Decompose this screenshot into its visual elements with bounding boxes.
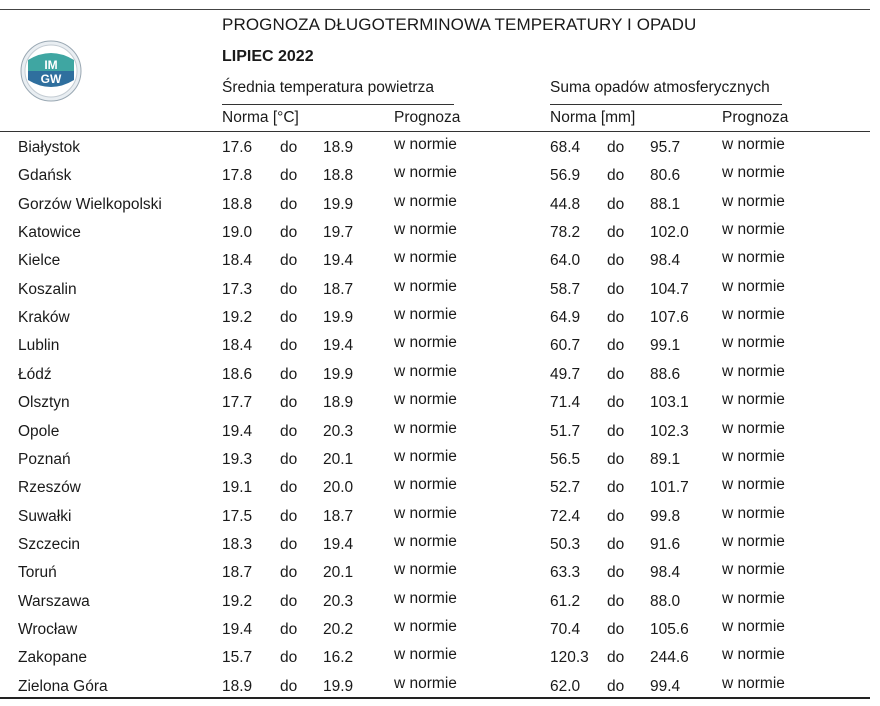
city-name: Kielce — [18, 252, 61, 270]
precip-norm-separator: do — [607, 535, 625, 553]
precip-norm-max: 101.7 — [650, 479, 689, 497]
temp-norm-max: 19.4 — [323, 337, 354, 355]
precip-norm-min: 120.3 — [550, 649, 589, 667]
temp-norm-separator: do — [280, 507, 298, 525]
temp-norm-max: 18.8 — [323, 167, 354, 185]
temp-norm-separator: do — [280, 280, 298, 298]
temp-norm-max: 20.1 — [323, 450, 354, 468]
temp-forecast: w normie — [394, 277, 457, 295]
precip-forecast: w normie — [722, 476, 785, 494]
precip-norm-separator: do — [607, 422, 625, 440]
temp-forecast-header: Prognoza — [394, 109, 461, 126]
precip-forecast: w normie — [722, 674, 785, 692]
temp-norm-separator: do — [280, 677, 298, 695]
table-row — [0, 617, 870, 649]
temp-norm-max: 19.4 — [323, 252, 354, 270]
temp-norm-min: 18.8 — [222, 195, 253, 213]
table-row — [0, 447, 870, 479]
table-row — [0, 419, 870, 451]
table-row — [0, 589, 870, 621]
temp-norm-max: 20.3 — [323, 422, 354, 440]
temp-forecast: w normie — [394, 249, 457, 267]
temp-forecast: w normie — [394, 164, 457, 182]
city-name: Gorzów Wielkopolski — [18, 195, 162, 213]
precip-norm-max: 99.1 — [650, 337, 681, 355]
precip-norm-min: 72.4 — [550, 507, 581, 525]
page-subtitle: LIPIEC 2022 — [222, 48, 314, 65]
temp-norm-separator: do — [280, 649, 298, 667]
table-row — [0, 164, 870, 195]
precip-norm-header: Norma [mm] — [550, 109, 636, 126]
precip-norm-max: 103.1 — [650, 394, 689, 412]
temp-norm-min: 19.4 — [222, 422, 253, 440]
temp-norm-separator: do — [280, 139, 298, 156]
precip-forecast: w normie — [722, 504, 785, 522]
temp-norm-separator: do — [280, 365, 298, 383]
temp-norm-max: 20.3 — [323, 592, 354, 610]
table-row — [0, 504, 870, 536]
precip-norm-min: 51.7 — [550, 422, 581, 440]
temp-norm-separator: do — [280, 450, 298, 468]
table-row — [0, 192, 870, 224]
city-name: Warszawa — [18, 592, 90, 610]
temp-forecast: w normie — [394, 561, 457, 579]
temp-norm-min: 19.4 — [222, 620, 253, 638]
temp-norm-min: 19.2 — [222, 309, 253, 327]
city-name: Rzeszów — [18, 479, 81, 497]
temp-forecast: w normie — [394, 306, 457, 324]
temp-norm-max: 20.0 — [323, 479, 354, 497]
temp-forecast: w normie — [394, 334, 457, 352]
precip-forecast: w normie — [722, 221, 785, 239]
precip-norm-separator: do — [607, 479, 625, 497]
temp-norm-separator: do — [280, 422, 298, 440]
temp-norm-min: 18.6 — [222, 365, 253, 383]
temp-norm-separator: do — [280, 252, 298, 270]
temp-forecast: w normie — [394, 674, 457, 692]
city-name: Szczecin — [18, 535, 81, 553]
temp-forecast: w normie — [394, 589, 457, 607]
precip-norm-separator: do — [607, 195, 625, 213]
temp-forecast: w normie — [394, 504, 457, 522]
temp-forecast: w normie — [394, 136, 457, 153]
temp-norm-min: 18.4 — [222, 337, 253, 355]
temp-norm-max: 18.9 — [323, 139, 354, 156]
precip-norm-separator: do — [607, 309, 625, 327]
city-name: Wrocław — [18, 620, 78, 638]
precipitation-group-label: Suma opadów atmosferycznych — [550, 79, 770, 96]
table-row — [0, 532, 870, 564]
precip-norm-separator: do — [607, 564, 625, 582]
temp-norm-min: 17.6 — [222, 139, 253, 156]
precip-forecast: w normie — [722, 136, 785, 153]
temp-norm-min: 19.2 — [222, 592, 253, 610]
precip-norm-separator: do — [607, 592, 625, 610]
temp-norm-min: 18.7 — [222, 564, 253, 582]
precip-norm-separator: do — [607, 252, 625, 270]
precip-forecast: w normie — [722, 532, 785, 550]
precip-norm-max: 98.4 — [650, 564, 681, 582]
table-row — [0, 674, 870, 706]
temp-forecast: w normie — [394, 419, 457, 437]
precip-forecast: w normie — [722, 249, 785, 267]
temp-norm-min: 19.1 — [222, 479, 253, 497]
precip-norm-max: 80.6 — [650, 167, 681, 185]
city-name: Olsztyn — [18, 394, 70, 412]
precip-norm-min: 60.7 — [550, 337, 581, 355]
precip-norm-max: 91.6 — [650, 535, 681, 553]
temp-norm-separator: do — [280, 224, 298, 242]
precip-norm-separator: do — [607, 167, 625, 185]
table-row — [0, 646, 870, 677]
precip-norm-max: 88.1 — [650, 195, 681, 213]
precip-norm-min: 78.2 — [550, 224, 581, 242]
temp-norm-max: 19.9 — [323, 195, 354, 213]
precip-norm-max: 89.1 — [650, 450, 681, 468]
temp-norm-min: 17.5 — [222, 507, 253, 525]
temp-norm-separator: do — [280, 564, 298, 582]
temp-norm-separator: do — [280, 394, 298, 412]
precip-norm-separator: do — [607, 337, 625, 355]
temp-norm-separator: do — [280, 337, 298, 355]
precip-norm-min: 61.2 — [550, 592, 581, 610]
temp-norm-separator: do — [280, 309, 298, 327]
temp-norm-min: 18.9 — [222, 677, 253, 695]
temp-forecast: w normie — [394, 646, 457, 664]
precip-norm-min: 50.3 — [550, 535, 581, 553]
temp-norm-max: 18.7 — [323, 280, 354, 298]
city-name: Zielona Góra — [18, 677, 108, 695]
precip-forecast: w normie — [722, 306, 785, 324]
temp-norm-max: 18.9 — [323, 394, 354, 412]
temp-norm-separator: do — [280, 620, 298, 638]
precipitation-group-rule — [550, 104, 782, 105]
table-row — [0, 391, 870, 422]
precip-forecast: w normie — [722, 164, 785, 182]
temperature-group-label: Średnia temperatura powietrza — [222, 79, 434, 96]
precip-norm-max: 244.6 — [650, 649, 689, 667]
precip-norm-separator: do — [607, 280, 625, 298]
precip-norm-max: 105.6 — [650, 620, 689, 638]
precip-norm-min: 44.8 — [550, 195, 581, 213]
temp-forecast: w normie — [394, 362, 457, 380]
temp-norm-min: 17.8 — [222, 167, 253, 185]
precip-forecast: w normie — [722, 192, 785, 210]
table-row — [0, 136, 870, 167]
temp-norm-max: 20.1 — [323, 564, 354, 582]
city-name: Kraków — [18, 309, 70, 327]
precip-forecast: w normie — [722, 334, 785, 352]
temp-norm-max: 18.7 — [323, 507, 354, 525]
imgw-logo — [20, 40, 82, 102]
precip-norm-separator: do — [607, 365, 625, 383]
precip-norm-max: 104.7 — [650, 280, 689, 298]
precip-forecast: w normie — [722, 646, 785, 664]
precip-norm-separator: do — [607, 507, 625, 525]
precip-norm-max: 107.6 — [650, 309, 689, 327]
top-rule — [0, 9, 870, 10]
city-name: Opole — [18, 422, 60, 440]
precip-norm-min: 62.0 — [550, 677, 581, 695]
precip-norm-max: 99.4 — [650, 677, 681, 695]
precip-norm-min: 68.4 — [550, 139, 581, 156]
temp-norm-max: 19.9 — [323, 309, 354, 327]
temp-norm-header: Norma [°C] — [222, 109, 299, 126]
temp-norm-min: 17.3 — [222, 280, 253, 298]
precip-norm-min: 52.7 — [550, 479, 581, 497]
precip-norm-separator: do — [607, 677, 625, 695]
precip-forecast: w normie — [722, 419, 785, 437]
temp-forecast: w normie — [394, 221, 457, 239]
temp-norm-separator: do — [280, 195, 298, 213]
table-row — [0, 476, 870, 507]
header-rule — [0, 131, 870, 132]
city-name: Toruń — [18, 564, 57, 582]
precip-forecast: w normie — [722, 617, 785, 635]
precip-norm-max: 102.0 — [650, 224, 689, 242]
temp-forecast: w normie — [394, 192, 457, 210]
temp-norm-min: 18.3 — [222, 535, 253, 553]
city-name: Suwałki — [18, 507, 72, 525]
page-title: PROGNOZA DŁUGOTERMINOWA TEMPERATURY I OPADU — [222, 15, 697, 34]
temp-norm-max: 19.9 — [323, 365, 354, 383]
temperature-group-rule — [222, 104, 454, 105]
temp-norm-min: 15.7 — [222, 649, 253, 667]
temp-norm-max: 16.2 — [323, 649, 354, 667]
temp-forecast: w normie — [394, 617, 457, 635]
precip-forecast: w normie — [722, 277, 785, 295]
precip-forecast: w normie — [722, 391, 785, 409]
precip-norm-min: 56.9 — [550, 167, 581, 185]
logo-text-bottom: GW — [40, 72, 62, 86]
temp-norm-max: 19.7 — [323, 224, 354, 242]
precip-norm-min: 56.5 — [550, 450, 581, 468]
precip-norm-min: 58.7 — [550, 280, 581, 298]
precip-norm-separator: do — [607, 620, 625, 638]
table-row — [0, 277, 870, 309]
precip-norm-separator: do — [607, 139, 625, 156]
temp-norm-separator: do — [280, 592, 298, 610]
table-row — [0, 334, 870, 365]
precip-norm-separator: do — [607, 224, 625, 242]
city-name: Łódź — [18, 365, 52, 383]
table-row — [0, 561, 870, 592]
temp-norm-separator: do — [280, 535, 298, 553]
table-row — [0, 362, 870, 394]
precip-forecast: w normie — [722, 561, 785, 579]
precip-norm-max: 88.0 — [650, 592, 681, 610]
city-name: Białystok — [18, 139, 81, 156]
precip-norm-separator: do — [607, 450, 625, 468]
temp-norm-min: 19.0 — [222, 224, 253, 242]
precip-norm-max: 98.4 — [650, 252, 681, 270]
city-name: Lublin — [18, 337, 60, 355]
temp-norm-min: 19.3 — [222, 450, 253, 468]
temp-norm-separator: do — [280, 479, 298, 497]
logo-text-top: IM — [44, 58, 58, 72]
precip-forecast-header: Prognoza — [722, 109, 789, 126]
table-row — [0, 306, 870, 337]
temp-forecast: w normie — [394, 391, 457, 409]
bottom-rule — [0, 697, 870, 699]
temp-norm-min: 17.7 — [222, 394, 253, 412]
city-name: Katowice — [18, 224, 81, 242]
table-row — [0, 249, 870, 280]
temp-norm-max: 20.2 — [323, 620, 354, 638]
precip-norm-min: 71.4 — [550, 394, 581, 412]
temp-forecast: w normie — [394, 532, 457, 550]
city-name: Gdańsk — [18, 167, 72, 185]
temp-norm-max: 19.9 — [323, 677, 354, 695]
precip-norm-min: 63.3 — [550, 564, 581, 582]
precip-norm-min: 49.7 — [550, 365, 581, 383]
precip-norm-max: 95.7 — [650, 139, 681, 156]
precip-norm-separator: do — [607, 394, 625, 412]
precip-norm-max: 99.8 — [650, 507, 681, 525]
precip-norm-max: 102.3 — [650, 422, 689, 440]
temp-norm-max: 19.4 — [323, 535, 354, 553]
precip-norm-max: 88.6 — [650, 365, 681, 383]
precip-forecast: w normie — [722, 589, 785, 607]
temp-norm-min: 18.4 — [222, 252, 253, 270]
precip-forecast: w normie — [722, 447, 785, 465]
city-name: Zakopane — [18, 649, 87, 667]
city-name: Koszalin — [18, 280, 77, 298]
precip-forecast: w normie — [722, 362, 785, 380]
precip-norm-min: 64.9 — [550, 309, 581, 327]
precip-norm-min: 64.0 — [550, 252, 581, 270]
temp-forecast: w normie — [394, 447, 457, 465]
city-name: Poznań — [18, 450, 71, 468]
table-row — [0, 221, 870, 252]
precip-norm-min: 70.4 — [550, 620, 581, 638]
temp-norm-separator: do — [280, 167, 298, 185]
precip-norm-separator: do — [607, 649, 625, 667]
temp-forecast: w normie — [394, 476, 457, 494]
